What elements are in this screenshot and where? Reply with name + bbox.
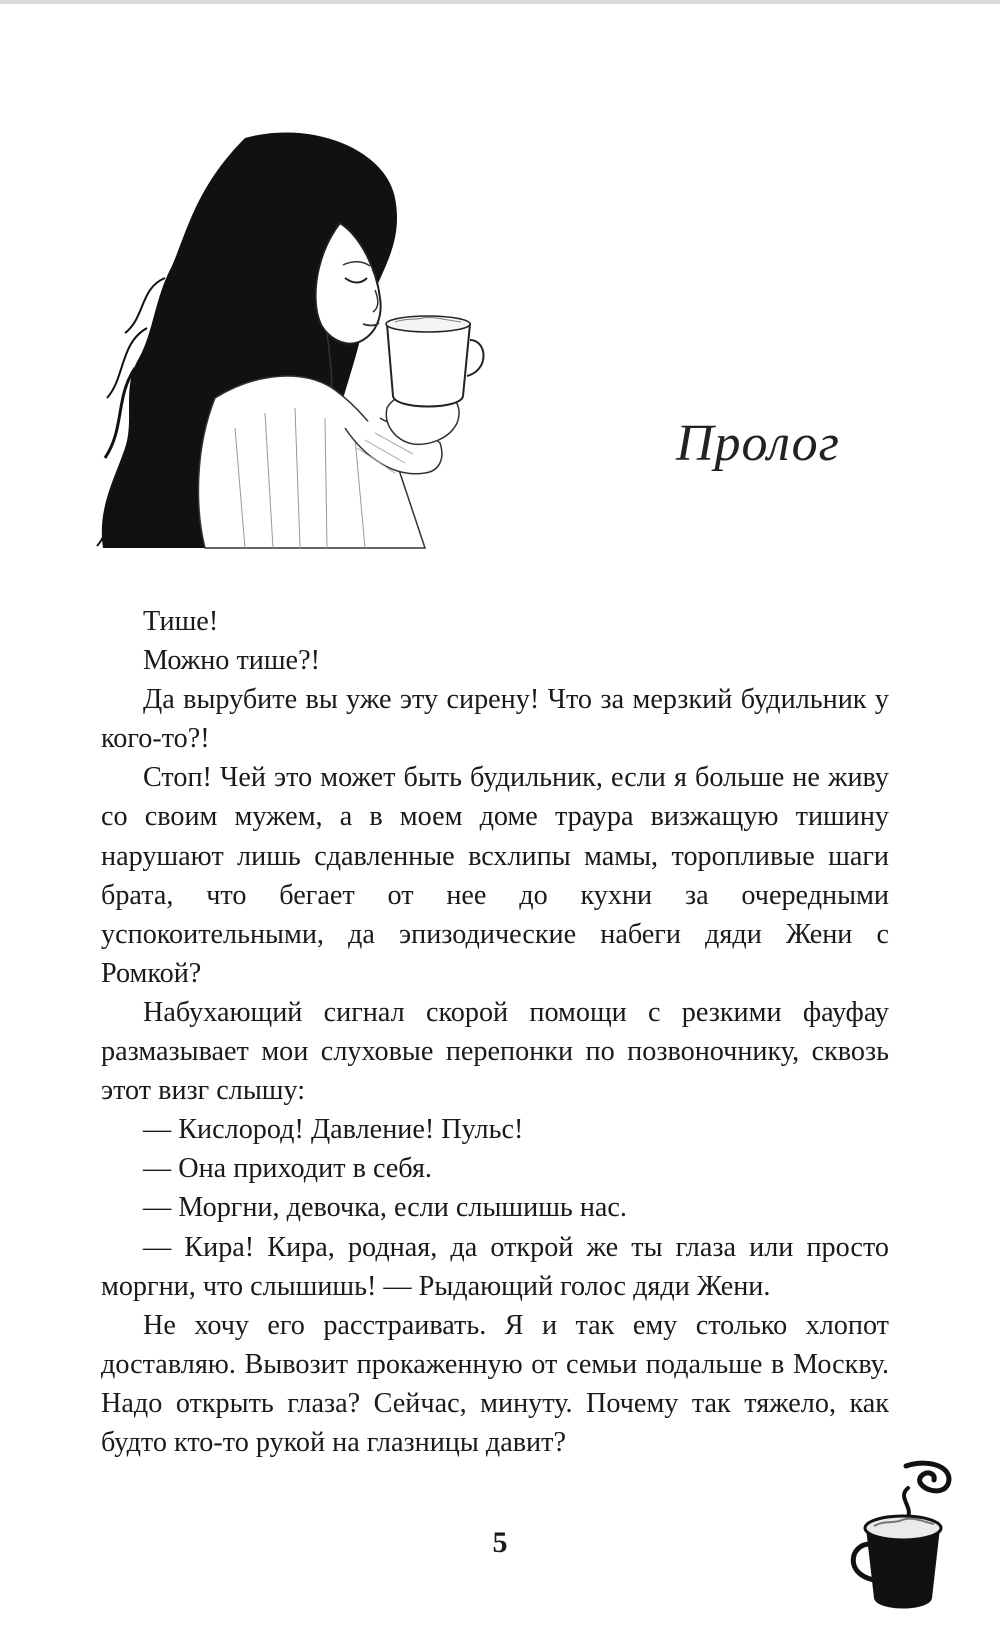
paragraph: Можно тише?! bbox=[143, 645, 320, 677]
paragraph: Не хочу его расстраивать. Я и так ему столько хлопот доставляю. Вывозит прокаженную от семьи подальше в Москву. Надо открыть глаза? Сейчас, минуту. Почему так тяжело, как будто кто-то рукой на глазницы давит? bbox=[101, 1309, 889, 1458]
paragraph: — Кислород! Давление! Пульс! bbox=[143, 1114, 524, 1146]
paragraph: Да вырубите вы уже эту сирену! Что за мерзкий будильник у кого-то?! bbox=[101, 684, 889, 755]
coffee-cup-icon bbox=[836, 1458, 972, 1618]
paragraph: Стоп! Чей это может быть будильник, если я больше не живу со своим мужем, а в моем доме траура визжащую тишину нарушают лишь сдавленные всхлипы мамы, торопливые шаги брата, что бегает от нее до кухни за очередными успокоительными, да эпизодические набеги дяди Жени с Ромкой? bbox=[101, 762, 889, 989]
chapter-title: Пролог bbox=[676, 415, 840, 472]
paragraph: Тише! bbox=[143, 606, 219, 637]
paragraph: — Моргни, девочка, если слышишь нас. bbox=[143, 1192, 627, 1224]
paragraph: Набухающий сигнал скорой помощи с резкими фауфау размазывает мои слуховые перепонки по позвоночнику, сквозь этот визг слышу: bbox=[101, 996, 889, 1107]
page-number: 5 bbox=[492, 1526, 508, 1559]
girl-with-mug-illustration bbox=[95, 128, 515, 558]
paragraph: — Она приходит в себя. bbox=[143, 1153, 432, 1185]
chapter-body bbox=[101, 602, 889, 1462]
paragraph: — Кира! Кира, родная, да открой же ты глаза или просто моргни, что слышишь! — Рыдающий голос дяди Жени. bbox=[101, 1231, 889, 1302]
